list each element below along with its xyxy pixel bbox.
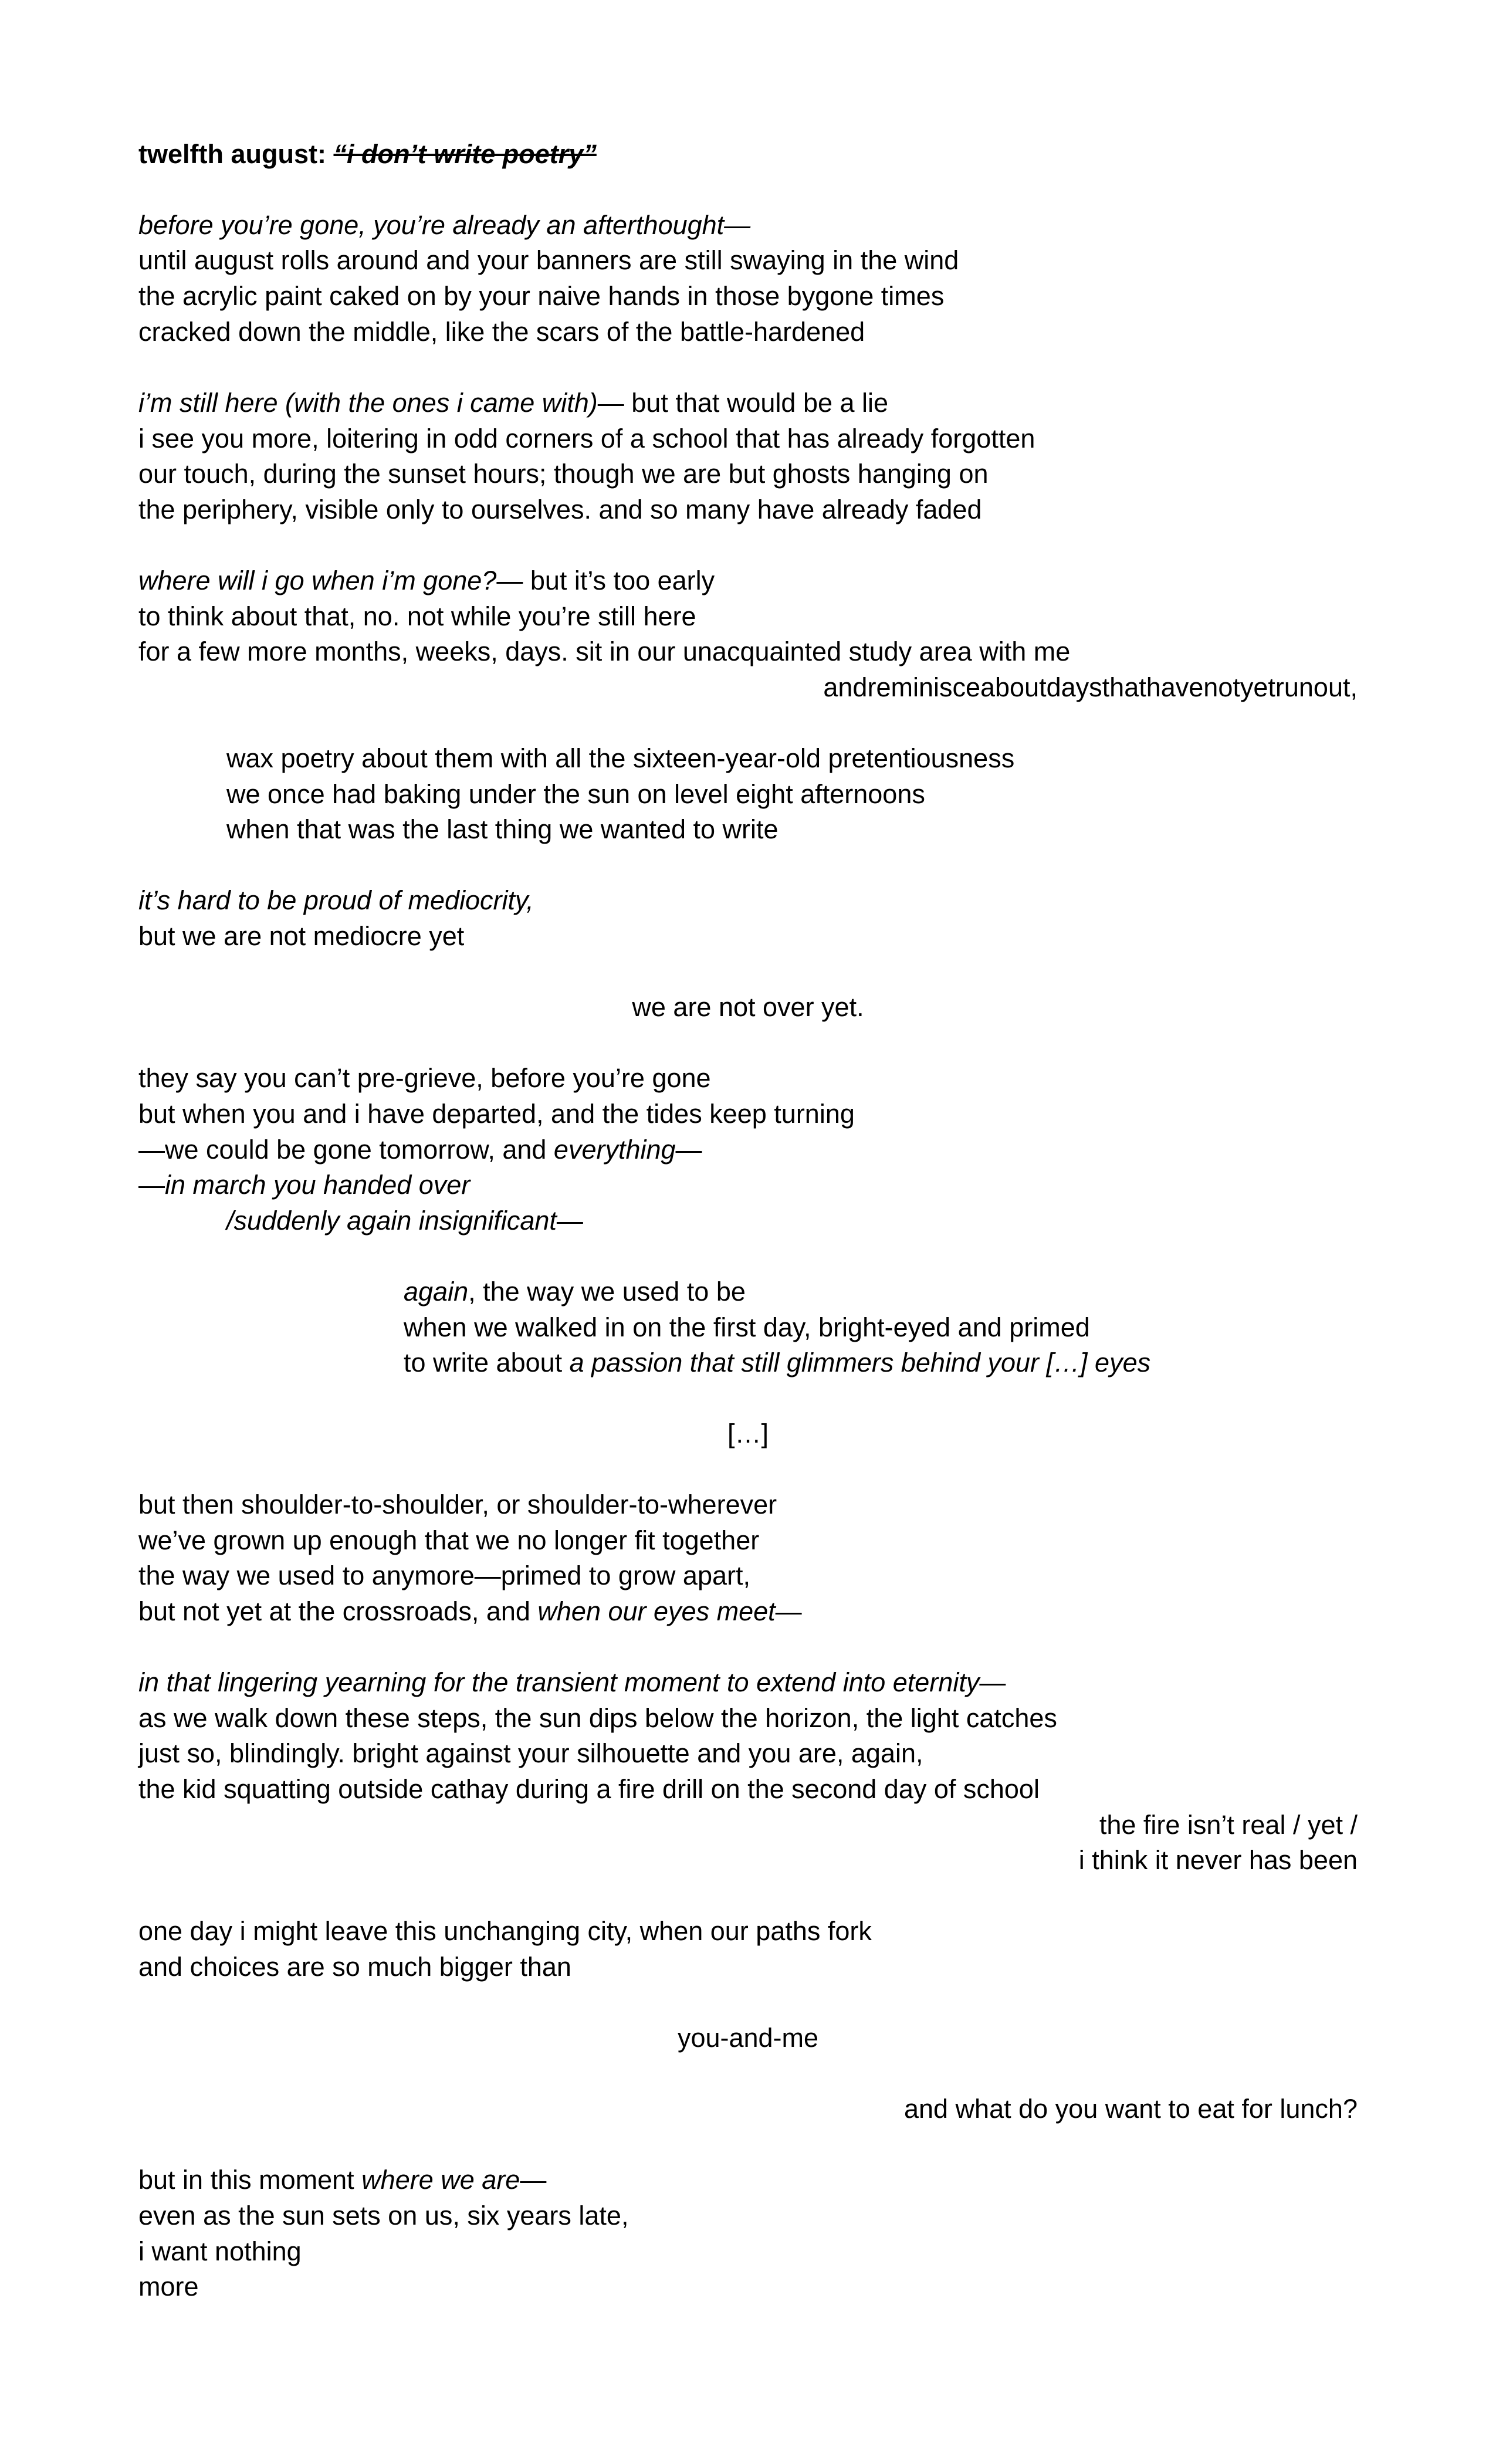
poem-line: —we could be gone tomorrow, and everything— <box>138 1135 702 1165</box>
poem-line: our touch, during the sunset hours; though we are but ghosts hanging on <box>138 459 989 489</box>
poem-line-indented: to write about a passion that still glimmers behind your […] eyes <box>404 1348 1151 1377</box>
poem-line-centered: we are not over yet. <box>632 992 864 1022</box>
poem-line: the kid squatting outside cathay during a fire drill on the second day of school <box>138 1774 1040 1804</box>
title-label: twelfth august: <box>138 139 326 169</box>
poem-line-right: the fire isn’t real / yet / <box>1099 1810 1358 1840</box>
poem-line: cracked down the middle, like the scars of the battle-hardened <box>138 317 865 347</box>
poem-line: and choices are so much bigger than <box>138 1952 571 1982</box>
poem-line: as we walk down these steps, the sun dips below the horizon, the light catches <box>138 1703 1057 1733</box>
poem-line: but not yet at the crossroads, and when our eyes meet— <box>138 1596 802 1626</box>
poem-line-indented: when that was the last thing we wanted to write <box>226 814 779 844</box>
poem-title <box>138 137 597 172</box>
poem-line: for a few more months, weeks, days. sit in our unacquainted study area with me <box>138 637 1071 666</box>
poem-line: the acrylic paint caked on by your naive hands in those bygone times <box>138 281 945 311</box>
poem-line: more <box>138 2272 199 2301</box>
poem-line: we’ve grown up enough that we no longer fit together <box>138 1525 760 1555</box>
poem-line: they say you can’t pre-grieve, before you’re gone <box>138 1063 711 1093</box>
poem-line-right: andreminisceaboutdaysthathavenotyetrunout, <box>823 672 1358 702</box>
poem-line: to think about that, no. not while you’re still here <box>138 601 696 631</box>
poem-line-centered: you-and-me <box>677 2023 819 2053</box>
poem-line: i’m still here (with the ones i came with)— but that would be a lie <box>138 388 889 418</box>
poem-line: until august rolls around and your banners are still swaying in the wind <box>138 245 959 275</box>
poem-line: —in march you handed over <box>138 1170 471 1200</box>
poem-line-indented: when we walked in on the first day, bright-eyed and primed <box>404 1312 1090 1342</box>
poem-line: i see you more, loitering in odd corners of a school that has already forgotten <box>138 424 1035 453</box>
poem-line: it’s hard to be proud of mediocrity, <box>138 885 534 915</box>
poem-line-indented: wax poetry about them with all the sixteen-year-old pretentiousness <box>226 743 1015 773</box>
poem-line: before you’re gone, you’re already an afterthought— <box>138 210 751 240</box>
poem-line: but in this moment where we are— <box>138 2165 547 2195</box>
poem-line: one day i might leave this unchanging city, when our paths fork <box>138 1916 872 1946</box>
poem-line: where will i go when i’m gone?— but it’s too early <box>138 566 715 595</box>
poem-line: the periphery, visible only to ourselves. and so many have already faded <box>138 495 982 524</box>
poem-line: in that lingering yearning for the transient moment to extend into eternity— <box>138 1667 1006 1697</box>
poem-line: i want nothing <box>138 2236 302 2266</box>
poem-line-indented: /suddenly again insignificant— <box>226 1206 583 1236</box>
poem-line: the way we used to anymore—primed to grow apart, <box>138 1561 750 1590</box>
struck-title: “i don’t write poetry” <box>333 139 597 169</box>
poem-line: just so, blindingly. bright against your silhouette and you are, again, <box>138 1738 923 1768</box>
poem-line-right: and what do you want to eat for lunch? <box>903 2094 1358 2124</box>
poem-line-centered: […] <box>727 1419 769 1448</box>
poem-line-right: i think it never has been <box>1078 1845 1358 1875</box>
poem-line-indented: again, the way we used to be <box>404 1277 746 1307</box>
poem-line: even as the sun sets on us, six years late, <box>138 2201 629 2231</box>
poem-line: but we are not mediocre yet <box>138 921 465 951</box>
poem-line: but then shoulder-to-shoulder, or shoulder-to-wherever <box>138 1490 777 1519</box>
poem-line-indented: we once had baking under the sun on level eight afternoons <box>226 779 925 809</box>
poem-line: but when you and i have departed, and the tides keep turning <box>138 1099 855 1129</box>
